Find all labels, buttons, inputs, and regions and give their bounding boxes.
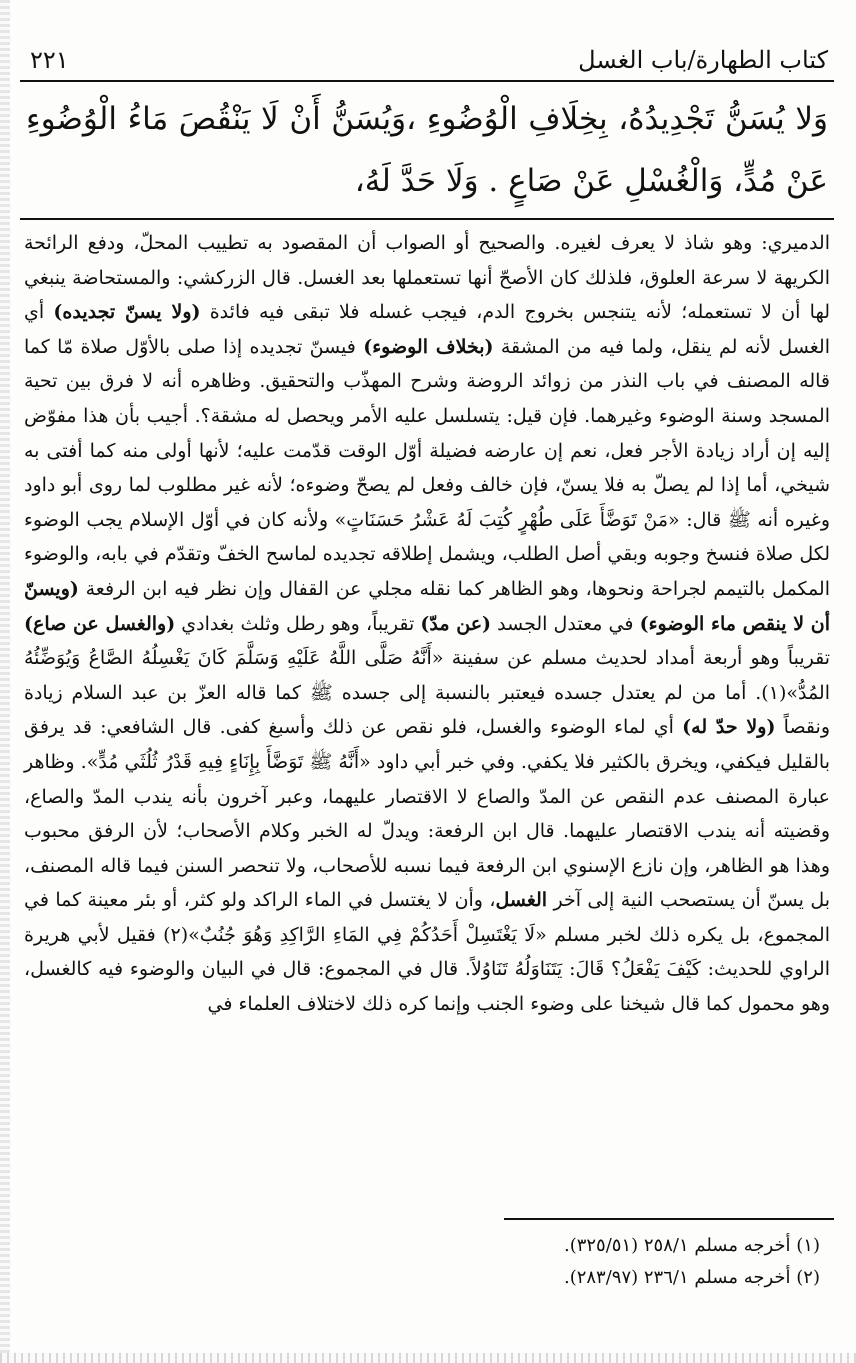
footnote-rule <box>504 1218 834 1220</box>
commentary-text <box>20 226 834 1022</box>
quoted-matn: (والغسل عن صاع) <box>24 612 176 635</box>
scan-noise <box>0 1353 856 1363</box>
chapter-title: كتاب الطهارة/باب الغسل <box>578 46 828 74</box>
page-number: ٢٢١ <box>30 46 69 74</box>
quoted-matn: الغسل <box>495 889 548 912</box>
footnote: (١) أخرجه مسلم ٢٥٨/١ (٣٢٥/٥١). <box>563 1235 820 1256</box>
quoted-matn: (بخلاف الوضوء) <box>363 335 494 358</box>
quoted-matn: (ولا يسنّ تجديده) <box>53 301 201 324</box>
matn-separator <box>20 218 834 220</box>
footnotes <box>20 1230 834 1294</box>
commentary-segment: الدميري: وهو شاذ لا يعرف لغيره. والصحيح أو الصواب أن المقصود به تطييب المحلّ، ودفع الرائحة الكريهة لا سرعة العلوق، فلذلك كان الأصحّ أنها تستعملها بعد الغسل. قال الزركشي: والمستحاضة ينبغي لها أن لا تستعمله؛ لأنه يتنجس بخروج الدم، فيجب غسله فلا تبقى فيه فائدة <box>24 232 830 324</box>
commentary-segment: في معتدل الجسد <box>491 612 640 635</box>
book-page <box>20 0 834 1363</box>
commentary-segment: ، وأن لا يغتسل في الماء الراكد ولو كثر، أو بئر معينة كما في المجموع، بل يكره ذلك لخبر مسلم «لَا يَغْتَسِلْ أَحَدُكُمْ فِي المَاءِ الرَّاكِدِ وَهُوَ جُنُبٌ»(٢) فقيل لأبي هريرة الراوي للحديث: كَيْفَ يَفْعَلُ؟ قَالَ: يَتَنَاوَلُهُ تَنَاوُلاً. قال في المجموع: قال في البيان والوضوء فيه كالغسل، وهو محمول كما قال شيخنا على وضوء الجنب وإنما كره ذلك لاختلاف العلماء في <box>24 889 830 1016</box>
scan-edge <box>0 0 10 1363</box>
quoted-matn: (ويسنّ أن لا ينقص ماء الوضوء) <box>24 577 831 635</box>
commentary-segment: فيسنّ تجديده إذا صلى بالأوّل صلاة مّا كما قاله المصنف في باب النذر من زوائد الروضة وشرح المهذّب والتحقيق. وظاهره أنه لا فرق بين تحية المسجد وسنة الوضوء وغيرهما. فإن قيل: يتسلسل عليه الأمر ويحصل له مشقة؟. أجيب بأن هذا مفوّض إليه إن أراد زيادة الأجر فعل، نعم إن عارضه فضيلة أوّل الوقت قدّمت عليه؛ لأنها أولى منه كما أفتى به شيخي، أما إذا لم يصلّ به فلا يسنّ، فإن خالف وفعل لم يصحّ وضوءه؛ لأنه غير مطلوب لما روى أبو داود وغيره أنه ﷺ قال: «مَنْ تَوَضَّأَ عَلَى طُهْرٍ كُتِبَ لَهُ عَشْرُ حَسَنَاتٍ» ولأنه كان في أوّل الإسلام يجب الوضوء لكل صلاة فنسخ وجوبه وبقي أصل الطلب، ويشمل إطلاقه تجديده لماسح الخفّ وتقدّم في بابه، والوضوء المكمل بالتيمم لجراحة ونحوها، وهو الظاهر كما نقله مجلي عن القفال وإن نظر فيه ابن الرفعة <box>24 335 830 600</box>
quoted-matn: (ولا حدّ له) <box>682 716 776 739</box>
quoted-matn: (عن مدّ) <box>420 612 492 635</box>
running-header <box>20 26 834 78</box>
matn-text: وَلا يُسَنُّ تَجْدِيدُهُ، بِخِلَافِ الْوُضُوءِ ،وَيُسَنُّ أَنْ لَا يَنْقُصَ مَاءُ الْوُضُوءِ عَنْ مُدٍّ، وَالْغُسْلِ عَنْ صَاعٍ . وَلَا حَدَّ لَهُ، <box>26 101 828 199</box>
commentary-segment: تقريباً وهو أربعة أمداد لحديث مسلم عن سفينة «أَنَّهُ صَلَّى اللَّهُ عَلَيْهِ وَسَلَّمَ كَانَ يَغْسِلُهُ الصَّاعُ وَيُوَضِّئُهُ المُدُّ»(١). أما من لم يعتدل جسده فيعتبر بالنسبة إلى جسده ﷺ كما قاله العزّ بن عبد السلام زيادة ونقصاً <box>24 647 830 739</box>
commentary-segment: أي الغسل لأنه لم ينقل، ولما فيه من المشقة <box>24 301 830 358</box>
commentary-segment: أي لماء الوضوء والغسل، فلو نقص عن ذلك وأسبغ كفى. قال الشافعي: قد يرفق بالقليل فيكفي، ويخرق بالكثير فلا يكفي. وفي خبر أبي داود «أَنَّهُ ﷺ تَوَضَّأَ بِإِنَاءٍ فِيهِ قَدْرُ ثُلُثَي مُدٍّ». وظاهر عبارة المصنف عدم النقص عن المدّ والصاع لا الاقتصار عليهما، وعبر آخرون بأنه يندب المدّ والصاع، وقضيته أنه يندب الاقتصار عليهما. قال ابن الرفعة: ويدلّ له الخبر وكلام الأصحاب؛ لأن الرفق محبوب وهذا هو الظاهر، وإن نازع الإسنوي ابن الرفعة فيما نسبه للأصحاب، ولا تنحصر السنن فيما قاله المصنف، بل يسنّ أن يستصحب النية إلى آخر <box>24 716 831 912</box>
header-rule <box>20 80 834 82</box>
commentary-segment: تقريباً، وهو رطل وثلث بغدادي <box>175 612 421 635</box>
footnote: (٢) أخرجه مسلم ٢٣٦/١ (٢٨٣/٩٧). <box>563 1267 820 1288</box>
